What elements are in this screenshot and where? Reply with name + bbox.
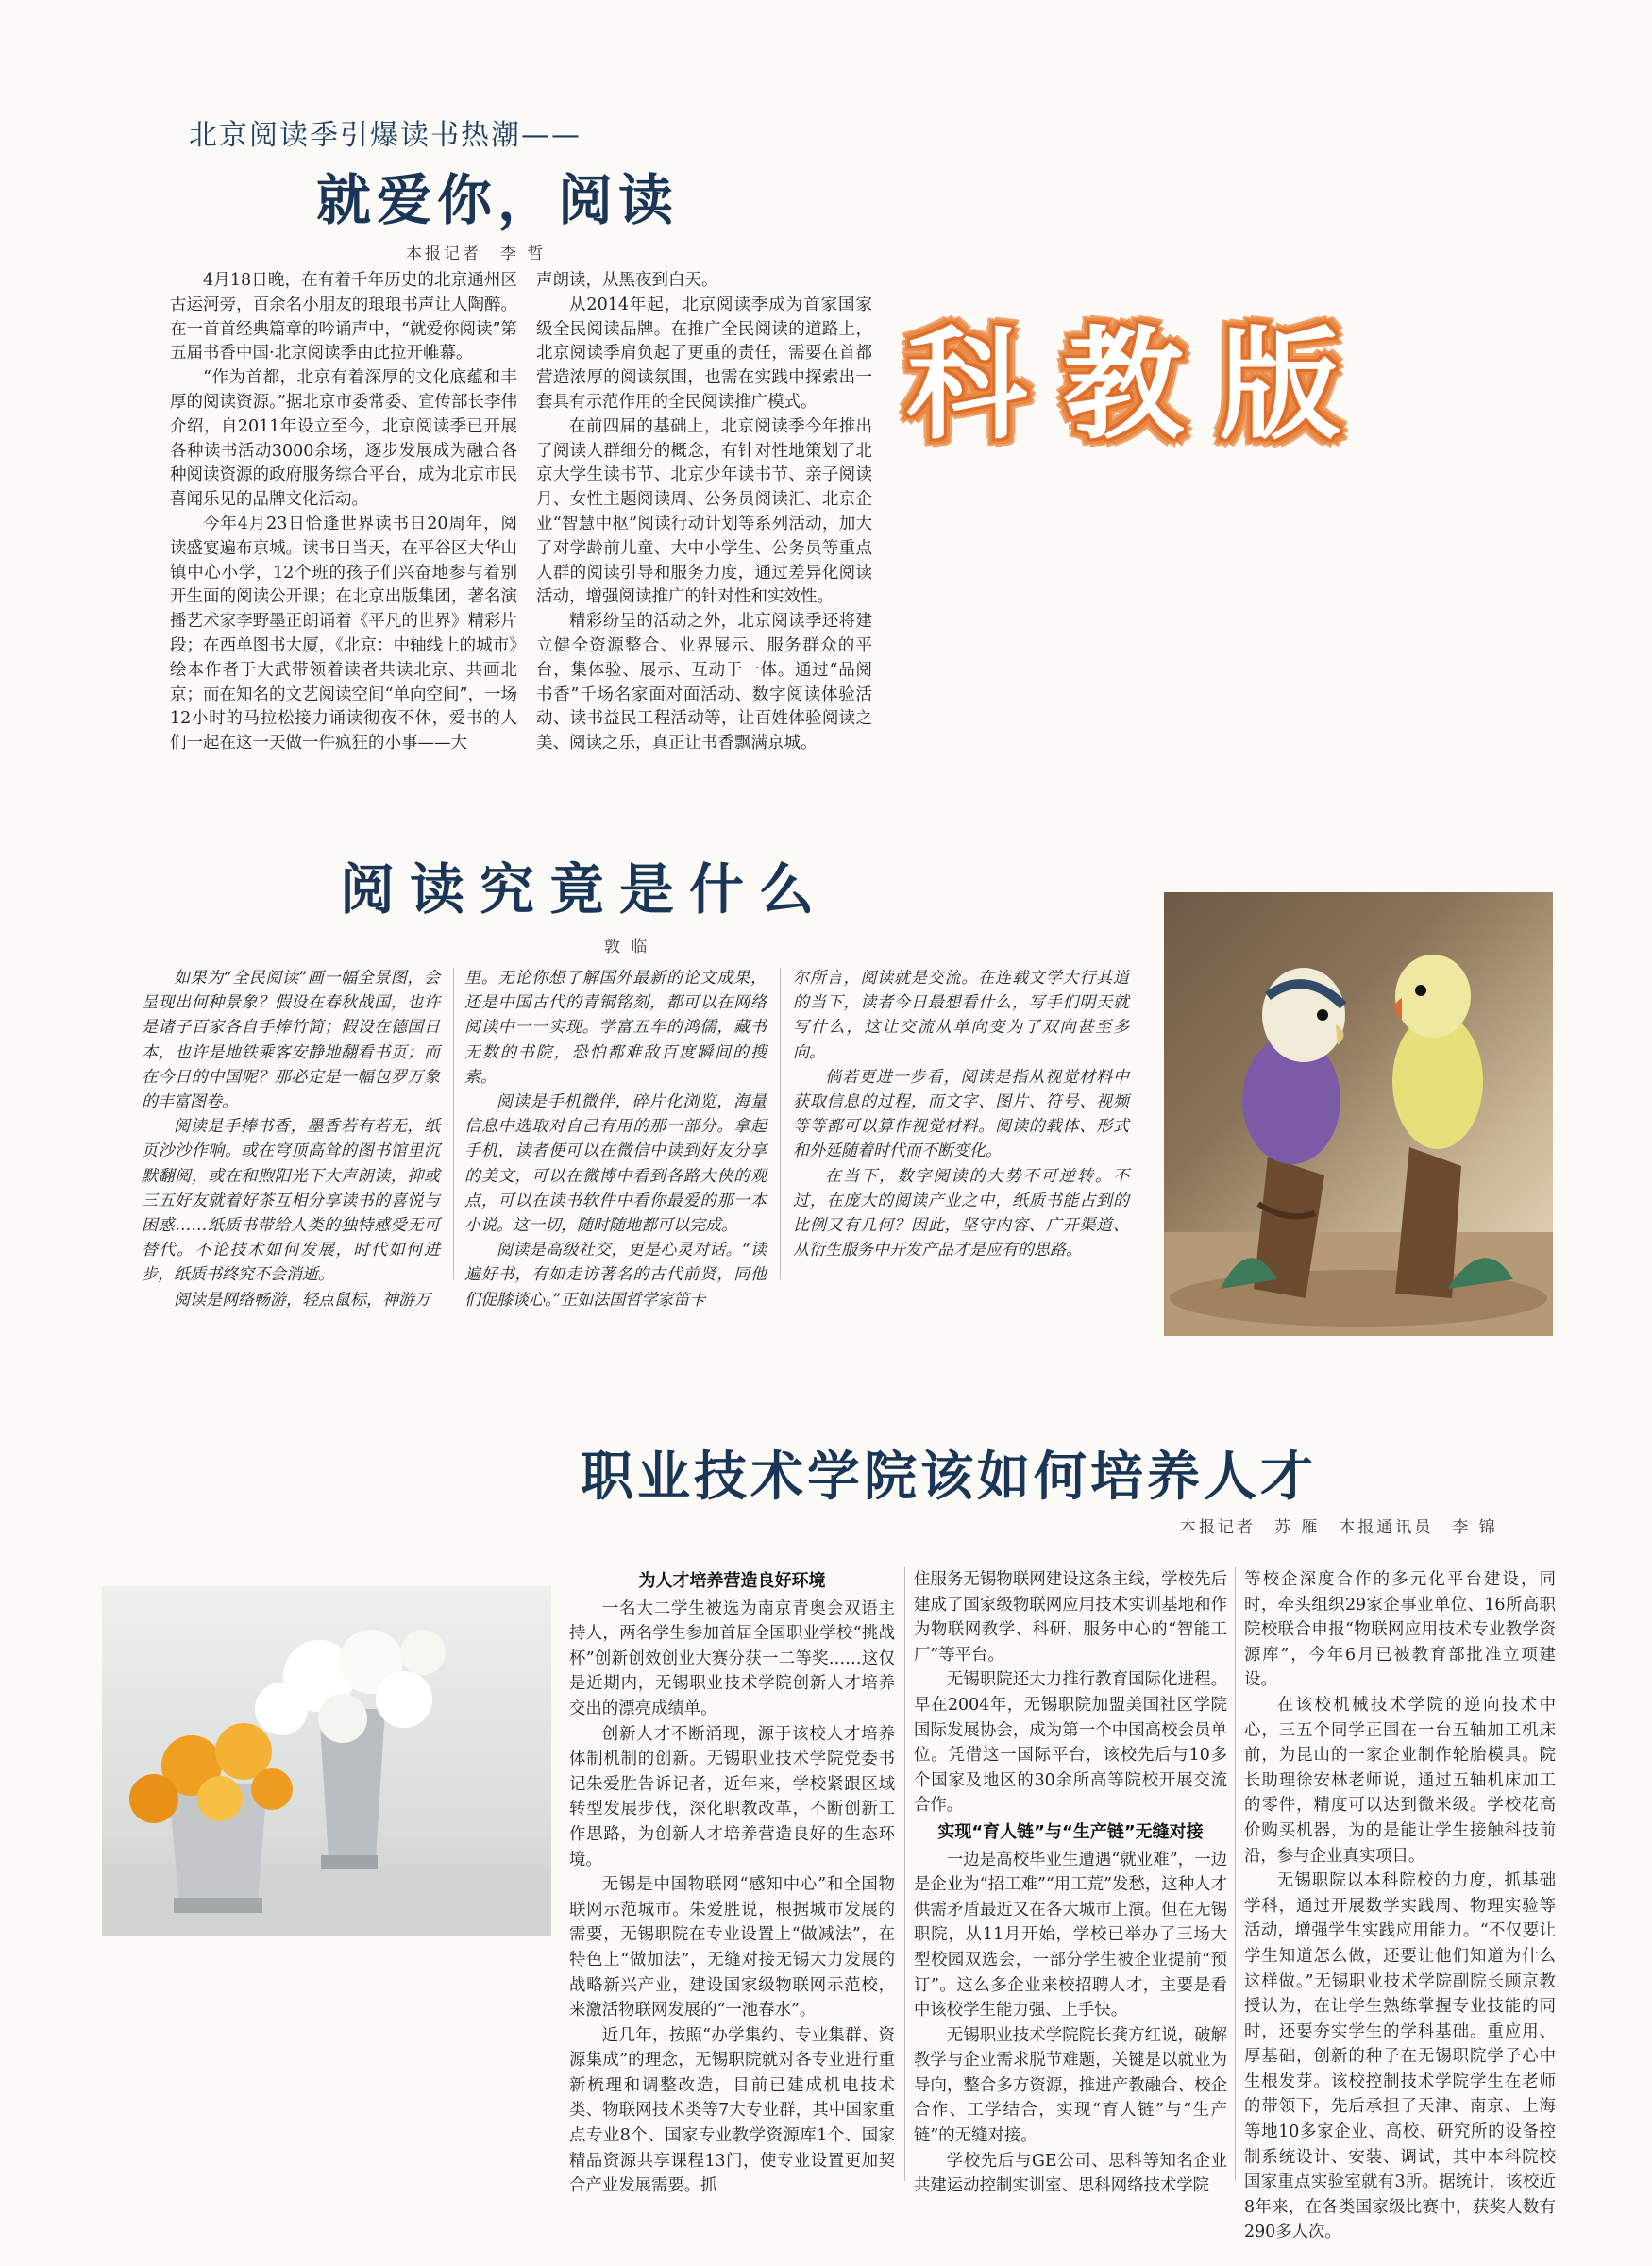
article3-col1	[569, 1567, 895, 2199]
paragraph: 一边是高校毕业生遭遇“就业难”，一边是企业为“招工难”“用工荒”发愁，这种人才供需矛盾最近又在各大城市上演。但在无锡职院，从11月开始，学校已举办了三场大型校园双选会，一部分学生被企业提前“预订”。这么多企业来校招聘人才，主要是看中该校学生能力强、上手快。	[914, 1850, 1227, 2021]
article3-col2	[914, 1567, 1227, 2199]
article1-byline: 本报记者 李 哲	[406, 245, 547, 263]
paragraph: 今年4月23日恰逢世界读书日20周年，阅读盛宴遍布京城。读书日当天，在平谷区大华山镇中心小学，12个班的孩子们兴奋地参与着别开生面的阅读公开课；在北京出版集团，著名演播艺术家李野墨正朗诵着《平凡的世界》精彩片段；在西单图书大厦，《北京：中轴线上的城市》绘本作者于大武带领着读者共读北京、共画北京；而在知名的文艺阅读空间“单向空间”，一场12小时的马拉松接力诵读彻夜不休，爱书的人们一起在这一天做一件疯狂的小事——大	[170, 514, 517, 753]
paragraph: 无锡是中国物联网“感知中心”和全国物联网示范城市。朱爱胜说，根据城市发展的需要，无锡职院在专业设置上“做减法”，在特色上“做加法”，无缝对接无锡大力发展的战略新兴产业，建设国家级物联网示范校，来激活物联网发展的“一池春水”。	[569, 1875, 895, 2021]
article1-col2	[517, 269, 872, 756]
paragraph: 在当下，数字阅读的大势不可逆转。不过，在庞大的阅读产业之中，纸质书能占到的比例又有几何？因此，坚守内容、广开渠道、从衍生服务中开发产品才是应有的思路。	[793, 1166, 1129, 1260]
article2-col3	[793, 966, 1129, 1262]
paragraph: 阅读是手捧书香，墨香若有若无，纸页沙沙作响。或在穹顶高耸的图书馆里沉默翻阅，或在和煦阳光下大声朗读，抑或三五好友就着好茶互相分享读书的喜悦与困惑……纸质书带给人类的独特感受无可替代。不论技术如何发展，时代如何进步，纸质书终究不会消逝。	[142, 1117, 440, 1285]
paragraph: 创新人才不断涌现，源于该校人才培养体制机制的创新。无锡职业技术学院党委书记朱爱胜告诉记者，近年来，学校紧跟区域转型发展步伐，深化职教改革，不断创新工作思路，为创新人才培养营造良好的生态环境。	[569, 1724, 895, 1869]
article3-divider-1	[904, 1567, 905, 2181]
paragraph: “作为首都，北京有着深厚的文化底蕴和丰厚的阅读资源。”据北京市委常委、宣传部长李伟介绍，自2011年设立至今，北京阅读季已开展各种读书活动3000余场，逐步发展成为融合各种阅读资源的政府服务综合平台，成为北京市民喜闻乐见的品牌文化活动。	[170, 368, 517, 510]
paragraph: 近几年，按照“办学集约、专业集群、资源集成”的理念，无锡职院就对各专业进行重新梳理和调整改造，目前已建成机电技术类、物联网技术类等7大专业群，其中国家重点专业8个、国家专业教学资源库1个、国家精品资源共享课程13门，使专业设置更加契合产业发展需要。抓	[569, 2025, 895, 2196]
paragraph: 在该校机械技术学院的逆向技术中心，三五个同学正围在一台五轴加工机床前，为昆山的一家企业制作轮胎模具。院长助理徐安林老师说，通过五轴机床加工的零件，精度可以达到微米级。学校花高价购买机器，为的是能让学生接触科技前沿，参与企业真实项目。	[1244, 1695, 1556, 1866]
paragraph: 里。无论你想了解国外最新的论文成果，还是中国古代的青铜铭刻，都可以在网络阅读中一一实现。学富五车的鸿儒，藏书无数的书院，恐怕都难敌百度瞬间的搜索。	[464, 969, 767, 1087]
subheading: 为人才培养营造良好环境	[638, 1571, 826, 1591]
subheading: 实现“育人链”与“生产链”无缝对接	[937, 1821, 1204, 1842]
parrot-illustration	[1164, 892, 1553, 1336]
article3-byline: 本报记者 苏 雁 本报通讯员 李 锦	[1180, 1518, 1498, 1537]
article2-divider-1	[453, 968, 454, 1279]
paragraph: 阅读是网络畅游，轻点鼠标，神游万	[174, 1290, 430, 1310]
parrot-figurines-photo	[1164, 892, 1553, 1336]
paragraph: 如果为“全民阅读”画一幅全景图，会呈现出何种景象？假设在春秋战国，也许是诸子百家各自手捧竹简；假设在德国日本，也许是地铁乘客安静地翻看书页；而在今日的中国呢？那必定是一幅包罗万象的丰富图卷。	[142, 969, 440, 1112]
flower-vases-photo	[102, 1586, 551, 1936]
article1-col1	[170, 269, 517, 756]
paragraph: 精彩纷呈的活动之外，北京阅读季还将建立健全资源整合、业界展示、服务群众的平台，集体验、展示、互动于一体。通过“品阅书香”千场名家面对面活动、数字阅读体验活动、读书益民工程活动等，让百姓体验阅读之美、阅读之乐，真正让书香飘满京城。	[536, 612, 872, 753]
paragraph: 无锡职院以本科院校的力度，抓基础学科，通过开展数学实践周、物理实验等活动，增强学生实践应用能力。“不仅要让学生知道怎么做，还要让他们知道为什么这样做。”无锡职业技术学院副院长顾京教授认为，在让学生熟练掌握专业技能的同时，还要夯实学生的学科基础。重应用、厚基础，创新的种子在无锡职院学子心中生根发芽。该校控制技术学院学生在老师的带领下，先后承担了天津、南京、上海等地10多家企业、高校、研究所的设备控制系统设计、安装、调试，其中本科院校国家重点实验室就有3所。据统计，该校近8年来，在各类国家级比赛中，获奖人数有290多人次。	[1244, 1871, 1556, 2242]
article1-kicker: 北京阅读季引爆读书热潮——	[189, 119, 582, 152]
paragraph: 无锡职院还大力推行教育国际化进程。早在2004年，无锡职院加盟美国社区学院国际发展协会，成为第一个中国高校会员单位。凭借这一国际平台，该校先后与10多个国家及地区的30余所高等院校开展交流合作。	[914, 1670, 1227, 1816]
paragraph: 一名大二学生被选为南京青奥会双语主持人，两名学生参加首届全国职业学校“挑战杯”创新创效创业大赛分获一二等奖……这仅是近期内，无锡职业技术学院创新人才培养交出的漂亮成绩单。	[569, 1598, 895, 1718]
article1-headline: 就爱你，阅读	[316, 168, 680, 232]
paragraph: 在前四届的基础上，北京阅读季今年推出了阅读人群细分的概念，有针对性地策划了北京大学生读书节、北京少年读书节、亲子阅读月、女性主题阅读周、公务员阅读汇、北京企业“智慧中枢”阅读行动计划等系列活动，加大了对学龄前儿童、大中小学生、公务员等重点人群的阅读引导和服务力度，通过差异化阅读活动，增强阅读推广的针对性和实效性。	[536, 416, 872, 607]
article3-divider-2	[1235, 1567, 1236, 2181]
paragraph: 倘若更进一步看，阅读是指从视觉材料中获取信息的过程，而文字、图片、符号、视频等等都可以算作视觉材料。阅读的载体、形式和外延随着时代而不断变化。	[793, 1067, 1129, 1161]
article2-divider-2	[780, 968, 781, 1279]
section-stamp	[887, 279, 1548, 486]
paragraph: 住服务无锡物联网建设这条主线，学校先后建成了国家级物联网应用技术实训基地和作为物联网教学、科研、服务中心的“智能工厂”等平台。	[914, 1570, 1227, 1665]
flower-illustration	[102, 1586, 551, 1936]
paragraph: 从2014年起，北京阅读季成为首家国家级全民阅读品牌。在推广全民阅读的道路上，北京阅读季肩负起了更重的责任，需要在首都营造浓厚的阅读氛围，也需在实践中探索出一套具有示范作用的全民阅读推广模式。	[536, 295, 872, 412]
article3-col3	[1244, 1567, 1556, 2245]
paragraph: 阅读是高级社交，更是心灵对话。“读遍好书，有如走访著名的古代前贤，同他们促膝谈心。”正如法国哲学家笛卡	[464, 1241, 767, 1310]
article2-byline: 敦 临	[604, 938, 650, 956]
section-stamp-text: 科教版	[906, 315, 1377, 456]
paragraph: 声朗读，从黑夜到白天。	[536, 271, 718, 290]
paragraph: 学校先后与GE公司、思科等知名企业共建运动控制实训室、思科网络技术学院	[914, 2151, 1227, 2196]
article2-headline: 阅读究竟是什么	[340, 857, 830, 922]
article3-headline: 职业技术学院该如何培养人才	[581, 1446, 1317, 1508]
article2-col2	[464, 966, 767, 1312]
article2-col1	[142, 966, 440, 1312]
paragraph: 等校企深度合作的多元化平台建设，同时，牵头组织29家企事业单位、16所高职院校联合申报“物联网应用技术专业教学资源库”，今年6月已被教育部批准立项建设。	[1244, 1570, 1556, 1690]
paragraph: 阅读是手机微伴，碎片化浏览，海量信息中选取对自己有用的那一部分。拿起手机，读者便可以在微信中读到好友分享的美文，可以在微博中看到各路大侠的观点，可以在读书软件中看你最爱的那一本小说。这一切，随时随地都可以完成。	[464, 1092, 767, 1236]
paragraph: 无锡职业技术学院院长龚方红说，破解教学与企业需求脱节难题，关键是以就业为导向，整合多方资源，推进产教融合、校企合作、工学结合，实现“育人链”与“生产链”的无缝对接。	[914, 2025, 1227, 2146]
paragraph: 4月18日晚，在有着千年历史的北京通州区古运河旁，百余名小朋友的琅琅书声让人陶醉。在一首首经典篇章的吟诵声中，“就爱你阅读”第五届书香中国·北京阅读季由此拉开帷幕。	[170, 271, 517, 364]
paragraph: 尔所言，阅读就是交流。在连载文学大行其道的当下，读者今日最想看什么，写手们明天就写什么，这让交流从单向变为了双向甚至多向。	[793, 969, 1129, 1062]
